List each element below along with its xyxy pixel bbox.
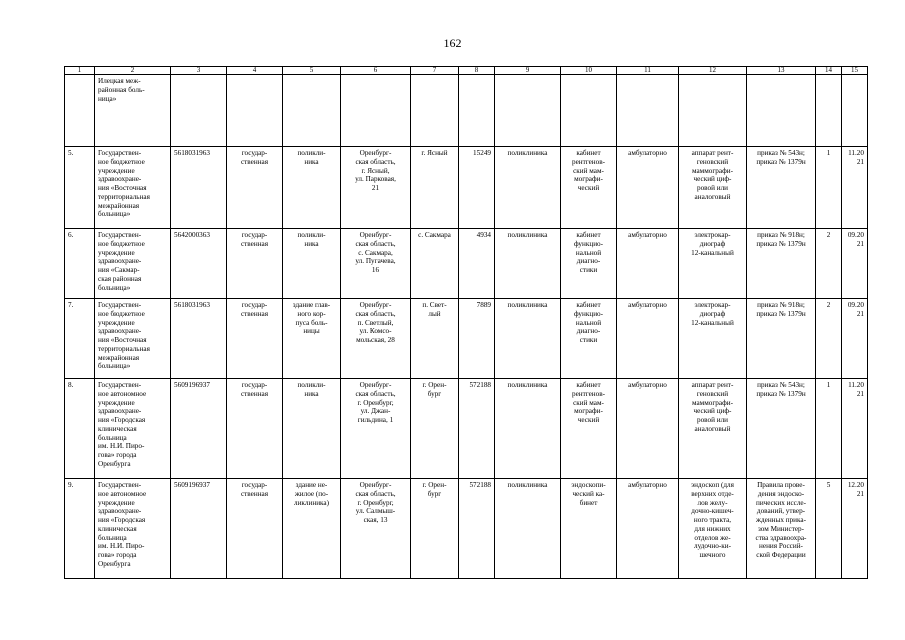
table-cell: 12.2021 [842,479,868,579]
table-cell: приказ № 918н; приказ № 1379н [747,299,816,379]
header-cell: 13 [747,67,816,75]
table-cell: 5609196937 [171,479,227,579]
table-cell: 1 [816,379,842,479]
table-row [65,75,868,147]
table-cell: 2 [816,299,842,379]
header-cell: 9 [495,67,561,75]
table-cell: Оренбург- ская область, с. Сакмара, ул. Пугачева, 16 [341,229,411,299]
table-cell: эндоскопи- ческий ка- бинет [561,479,617,579]
table-cell: 09.2021 [842,299,868,379]
page-number: 162 [443,36,462,50]
table-cell: электрокар- диограф 12-канальный [679,229,747,299]
table-cell: 11.2021 [842,147,868,229]
table-cell: 572188 [459,379,495,479]
table-cell: Оренбург- ская область, г. Оренбург, ул. Салмыш- ская, 13 [341,479,411,579]
table-cell: поликли- ника [283,229,341,299]
table-cell [617,75,679,147]
table-cell: поликлиника [495,479,561,579]
table-cell: государ- ственная [227,229,283,299]
table-cell: Государствен- ное бюджетное учреждение здравоохране- ния «Сакмар- ская районная больница» [95,229,171,299]
table-cell [747,75,816,147]
header-cell: 8 [459,67,495,75]
table-cell: 6. [65,229,95,299]
table-cell: государ- ственная [227,379,283,479]
table-cell: поликлиника [495,379,561,479]
table-cell: 7. [65,299,95,379]
header-cell: 15 [842,67,868,75]
header-cell: 10 [561,67,617,75]
table-cell: 5618031963 [171,147,227,229]
table-cell [283,75,341,147]
table-cell: 5618031963 [171,299,227,379]
header-cell: 7 [411,67,459,75]
table-cell: поликли- ника [283,147,341,229]
table-cell [411,75,459,147]
table-cell: Государствен- ное автономное учреждение здравоохране- ния «Городская клиническая больница им. Н.И. Пиро- гова» города Оренбурга [95,379,171,479]
table-cell: 2 [816,229,842,299]
table-cell [816,75,842,147]
table-cell: государ- ственная [227,147,283,229]
table-cell [171,75,227,147]
table-row [65,379,868,479]
table-cell: 5642000363 [171,229,227,299]
table-cell: государ- ственная [227,299,283,379]
register-table [64,66,868,579]
header-cell: 4 [227,67,283,75]
table-cell: кабинет рентгенов- ский мам- мографи- ческий [561,147,617,229]
table-cell: с. Сакмара [411,229,459,299]
table-cell: поликлиника [495,147,561,229]
table-cell: п. Свет- лый [411,299,459,379]
table-cell: приказ № 918н; приказ № 1379н [747,229,816,299]
column-number-row [65,67,868,75]
header-cell: 2 [95,67,171,75]
table-cell: поликли- ника [283,379,341,479]
table-cell [561,75,617,147]
table-cell: 572188 [459,479,495,579]
table-row [65,299,868,379]
table-cell: 5. [65,147,95,229]
table-cell [65,75,95,147]
table-cell: 09.2021 [842,229,868,299]
table-cell: приказ № 543н; приказ № 1379н [747,379,816,479]
table-cell: Государствен- ное автономное учреждение здравоохране- ния «Городская клиническая больница им. Н.И. Пиро- гова» города Оренбурга [95,479,171,579]
table-cell: амбулаторно [617,147,679,229]
table-cell: кабинет функцио- нальной диагно- стики [561,229,617,299]
header-cell: 11 [617,67,679,75]
table-row [65,147,868,229]
header-cell: 3 [171,67,227,75]
table-cell: 8. [65,379,95,479]
table-cell: 5 [816,479,842,579]
table-cell: г. Орен- бург [411,379,459,479]
table-cell: аппарат рент- геновский маммографи- ческий циф- ровой или аналоговый [679,379,747,479]
header-cell: 5 [283,67,341,75]
table-cell: 11.2021 [842,379,868,479]
table-cell: г. Ясный [411,147,459,229]
table-cell: поликлиника [495,229,561,299]
table-cell: кабинет рентгенов- ский мам- мографи- ческий [561,379,617,479]
table-cell: поликлиника [495,299,561,379]
header-cell: 12 [679,67,747,75]
table-cell: 9. [65,479,95,579]
header-cell: 1 [65,67,95,75]
table-cell: государ- ственная [227,479,283,579]
table-cell: электрокар- диограф 12-канальный [679,299,747,379]
table-row [65,229,868,299]
table-cell [679,75,747,147]
table-cell: 7889 [459,299,495,379]
table-cell: амбулаторно [617,299,679,379]
table-cell: приказ № 543н; приказ № 1379н [747,147,816,229]
table-cell: Оренбург- ская область, г. Ясный, ул. Парковая, 21 [341,147,411,229]
table-cell: амбулаторно [617,379,679,479]
header-cell: 14 [816,67,842,75]
table-cell: здание глав- ного кор- пуса боль- ницы [283,299,341,379]
table-cell: Государствен- ное бюджетное учреждение здравоохране- ния «Восточная территориальная межрайонная больница» [95,147,171,229]
table-cell: Илецкая меж- районная боль- ница» [95,75,171,147]
table-cell: г. Орен- бург [411,479,459,579]
table-cell: Оренбург- ская область, п. Светлый, ул. Комсо- мольская, 28 [341,299,411,379]
table-cell [495,75,561,147]
table-cell: кабинет функцио- нальной диагно- стики [561,299,617,379]
table-cell: Правила прове- дения эндоско- пических иссле- дований, утвер- жденных прика- зом Министер- ства здравоохра- нения Россий- ской Федерации [747,479,816,579]
table-cell: 15249 [459,147,495,229]
table-cell [842,75,868,147]
table-cell [227,75,283,147]
table-cell [459,75,495,147]
table-row [65,479,868,579]
table-cell: 4934 [459,229,495,299]
table-cell: эндоскоп (для верхних отде- лов желу- дочно-кишеч- ного тракта, для нижних отделов же- лудочно-ки- шечного [679,479,747,579]
table-cell: Оренбург- ская область, г. Оренбург, ул. Джан- гильдина, 1 [341,379,411,479]
table-cell [341,75,411,147]
table-cell: 5609196937 [171,379,227,479]
header-cell: 6 [341,67,411,75]
table-cell: Государствен- ное бюджетное учреждение здравоохране- ния «Восточная территориальная межрайонная больница» [95,299,171,379]
table-cell: аппарат рент- геновский маммографи- ческий циф- ровой или аналоговый [679,147,747,229]
table-cell: амбулаторно [617,229,679,299]
table-cell: амбулаторно [617,479,679,579]
table-cell: 1 [816,147,842,229]
table-cell: здание не- жилое (по- ликлиника) [283,479,341,579]
